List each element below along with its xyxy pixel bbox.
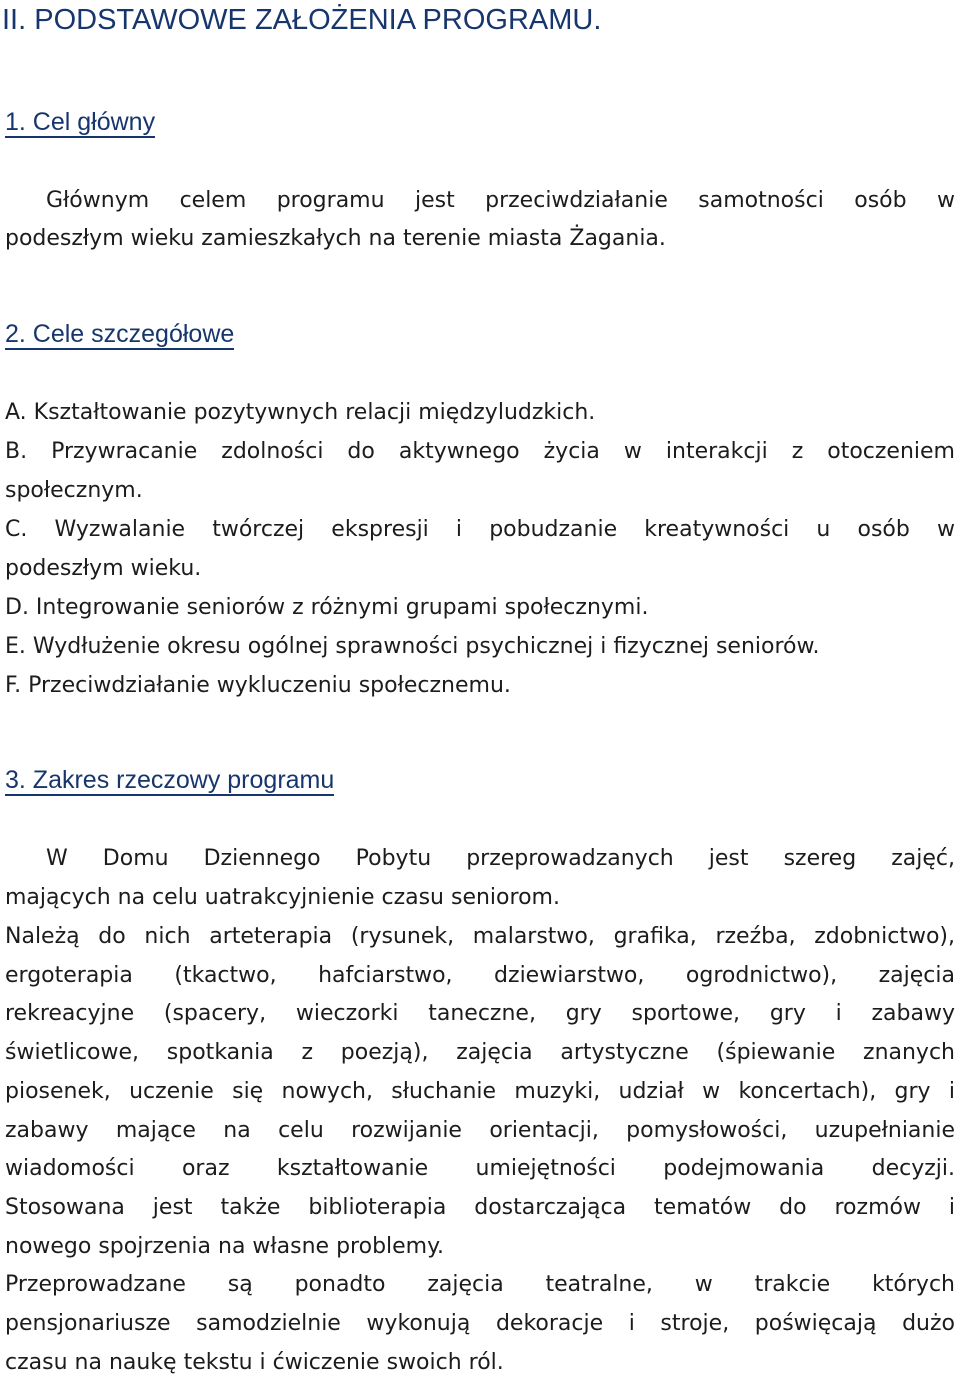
paragraph-line: Stosowana jest także biblioterapia dostarczająca tematów do rozmów i (5, 1195, 955, 1220)
goal-item-b-cont: społecznym. (5, 478, 143, 503)
goal-item-a: A. Kształtowanie pozytywnych relacji międzyludzkich. (5, 400, 596, 425)
paragraph-line: Przeprowadzane są ponadto zajęcia teatralne, w trakcie których (5, 1272, 955, 1297)
paragraph-line: Głównym celem programu jest przeciwdziałanie samotności osób w (46, 188, 955, 213)
paragraph-line: piosenek, uczenie się nowych, słuchanie muzyki, udział w koncertach), gry i (5, 1079, 955, 1104)
goal-item-c-cont: podeszłym wieku. (5, 556, 202, 581)
paragraph-line: czasu na naukę tekstu i ćwiczenie swoich ról. (5, 1350, 504, 1375)
paragraph-line: pensjonariusze samodzielnie wykonują dekoracje i stroje, poświęcają dużo (5, 1311, 955, 1336)
section-heading-main-goal: 1. Cel główny (5, 108, 156, 136)
paragraph-line: świetlicowe, spotkania z poezją), zajęcia artystyczne (śpiewanie znanych (5, 1040, 955, 1065)
goal-item-c: C. Wyzwalanie twórczej ekspresji i pobudzanie kreatywności u osób w (5, 517, 955, 542)
paragraph-line: ergoterapia (tkactwo, hafciarstwo, dziewiarstwo, ogrodnictwo), zajęcia (5, 963, 955, 988)
paragraph-line: nowego spojrzenia na własne problemy. (5, 1234, 444, 1259)
goal-item-d: D. Integrowanie seniorów z różnymi grupami społecznymi. (5, 595, 649, 620)
goal-item-e: E. Wydłużenie okresu ogólnej sprawności psychicznej i fizycznej seniorów. (5, 634, 820, 659)
paragraph-line: podeszłym wieku zamieszkałych na terenie miasta Żagania. (5, 226, 666, 251)
chapter-heading: II. PODSTAWOWE ZAŁOŻENIA PROGRAMU. (2, 4, 602, 36)
paragraph-line: rekreacyjne (spacery, wieczorki taneczne, gry sportowe, gry i zabawy (5, 1001, 955, 1026)
section-heading-scope: 3. Zakres rzeczowy programu (5, 766, 335, 794)
paragraph-line: zabawy mające na celu rozwijanie orientacji, pomysłowości, uzupełnianie (5, 1118, 955, 1143)
paragraph-line: mających na celu uatrakcyjnienie czasu seniorom. (5, 885, 560, 910)
paragraph-line: W Domu Dziennego Pobytu przeprowadzanych jest szereg zajęć, (46, 846, 955, 871)
goal-item-f: F. Przeciwdziałanie wykluczeniu społecznemu. (5, 673, 511, 698)
section-heading-detailed-goals: 2. Cele szczegółowe (5, 320, 235, 348)
paragraph-line: Należą do nich arteterapia (rysunek, malarstwo, grafika, rzeźba, zdobnictwo), (5, 924, 955, 949)
goal-item-b: B. Przywracanie zdolności do aktywnego życia w interakcji z otoczeniem (5, 439, 955, 464)
paragraph-line: wiadomości oraz kształtowanie umiejętności podejmowania decyzji. (5, 1156, 955, 1181)
